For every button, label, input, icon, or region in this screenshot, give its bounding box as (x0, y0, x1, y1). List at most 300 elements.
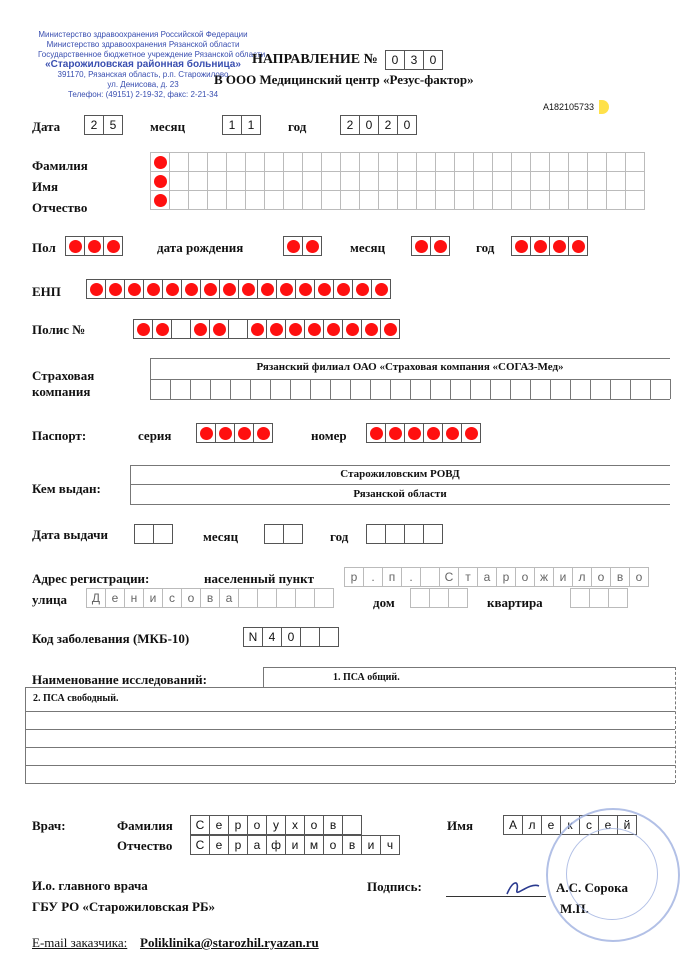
issue-date-cell[interactable] (264, 524, 284, 544)
doctor-patronymic-cell[interactable]: м (304, 835, 324, 855)
redaction-dot (154, 194, 167, 207)
enp-cells (86, 279, 391, 299)
redaction-dot (280, 283, 293, 296)
insurer-label: Страховая (32, 368, 95, 383)
doctor-name-label: Имя (447, 818, 473, 833)
name-cell[interactable] (416, 171, 436, 191)
redaction-dot (289, 323, 302, 336)
policy-cell[interactable] (323, 319, 343, 339)
street-label: улица (32, 592, 67, 607)
doctor-patronymic-cell[interactable]: о (323, 835, 343, 855)
street-cell[interactable]: с (162, 588, 182, 608)
settlement-cells (344, 567, 649, 587)
icd-cell[interactable] (300, 627, 320, 647)
icd-cell[interactable]: 0 (281, 627, 301, 647)
name-cell[interactable] (416, 152, 436, 172)
policy-cell[interactable] (380, 319, 400, 339)
birth-cell[interactable] (568, 236, 588, 256)
name-cell[interactable] (321, 171, 341, 191)
redaction-dot (200, 427, 213, 440)
name-cell[interactable] (435, 171, 455, 191)
settlement-cell[interactable]: . (401, 567, 421, 587)
policy-cell[interactable] (304, 319, 324, 339)
name-cell[interactable] (226, 152, 246, 172)
insurer-value: Рязанский филиал ОАО «Страховая компания «СОГАЗ-Мед» (256, 361, 564, 373)
street-cell[interactable]: а (219, 588, 239, 608)
name-cell[interactable] (169, 190, 189, 210)
doctor-surname-cell[interactable]: х (285, 815, 305, 835)
settlement-cell[interactable]: о (515, 567, 535, 587)
passport-label: Паспорт: (32, 428, 87, 443)
policy-label: Полис № (32, 322, 86, 337)
redaction-dot (415, 240, 428, 253)
doctor-surname-cell[interactable]: С (190, 815, 210, 835)
name-cell[interactable] (378, 171, 398, 191)
name-cell[interactable] (473, 152, 493, 172)
name-cell[interactable] (511, 171, 531, 191)
settlement-cell[interactable]: р (496, 567, 516, 587)
doctor-name-cell[interactable]: й (617, 815, 637, 835)
doctor-name-cell[interactable]: с (579, 815, 599, 835)
policy-cell[interactable] (247, 319, 267, 339)
redaction-dot (572, 240, 585, 253)
doctor-patronymic-cell[interactable]: е (209, 835, 229, 855)
name-cell[interactable] (530, 152, 550, 172)
issue-date-cell[interactable] (283, 524, 303, 544)
settlement-cell[interactable]: о (629, 567, 649, 587)
name-cell[interactable] (397, 171, 417, 191)
enp-cell[interactable] (200, 279, 220, 299)
chief-org: ГБУ РО «Старожиловская РБ» (32, 899, 216, 914)
name-cell[interactable] (264, 152, 284, 172)
birth-cell[interactable] (549, 236, 569, 256)
settlement-cell[interactable]: т (458, 567, 478, 587)
date-month (222, 115, 261, 135)
policy-cell[interactable] (228, 319, 248, 339)
street-cell[interactable] (314, 588, 334, 608)
doctor-surname-cell[interactable] (342, 815, 362, 835)
issue-date-cell[interactable] (385, 524, 405, 544)
name-cell[interactable] (473, 190, 493, 210)
street-cell[interactable] (276, 588, 296, 608)
passport-cell[interactable] (385, 423, 405, 443)
birth-cell[interactable] (530, 236, 550, 256)
name-cell[interactable] (378, 152, 398, 172)
redaction-dot (308, 323, 321, 336)
sex-cell[interactable] (103, 236, 123, 256)
house-cells (410, 588, 468, 608)
name-cell[interactable] (606, 190, 626, 210)
name-cell[interactable] (587, 190, 607, 210)
name-cell[interactable] (435, 152, 455, 172)
passport-number-label: номер (311, 428, 347, 443)
name-cell[interactable] (530, 171, 550, 191)
date-cell[interactable]: 2 (84, 115, 104, 135)
signature-mark (503, 876, 543, 900)
issue-month-label: месяц (203, 529, 239, 544)
enp-cell[interactable] (314, 279, 334, 299)
redaction-dot (365, 323, 378, 336)
date-cell[interactable]: 0 (359, 115, 379, 135)
number-cell[interactable]: 3 (404, 50, 424, 70)
stamp-line: Министерство здравоохранения Рязанской области (46, 40, 240, 49)
redaction-dot (147, 283, 160, 296)
name-cell[interactable] (283, 171, 303, 191)
name-cell[interactable] (397, 152, 417, 172)
redaction-dot (553, 240, 566, 253)
settlement-cell[interactable]: . (363, 567, 383, 587)
enp-cell[interactable] (143, 279, 163, 299)
issue-date-cell[interactable] (366, 524, 386, 544)
name-cell[interactable] (321, 190, 341, 210)
redaction-dot (156, 323, 169, 336)
passport-cell[interactable] (423, 423, 443, 443)
number-cell[interactable]: 0 (423, 50, 443, 70)
name-cell[interactable] (264, 171, 284, 191)
document-title: НАПРАВЛЕНИЕ № (252, 52, 378, 67)
seal-place: М.П. (560, 901, 589, 916)
name-cell[interactable] (549, 152, 569, 172)
document-number (385, 50, 443, 70)
name-cell[interactable] (511, 190, 531, 210)
issued-by-line1: Старожиловским РОВД (340, 468, 460, 480)
redaction-dot (194, 323, 207, 336)
redaction-dot (446, 427, 459, 440)
doctor-surname-cell[interactable]: е (209, 815, 229, 835)
doctor-name-cell[interactable]: к (560, 815, 580, 835)
date-cell[interactable]: 1 (241, 115, 261, 135)
chief-title: И.о. главного врача (32, 878, 148, 893)
icd-cell[interactable]: N (243, 627, 263, 647)
date-cell[interactable]: 2 (378, 115, 398, 135)
street-cell[interactable]: е (105, 588, 125, 608)
sex-label: Пол (32, 240, 56, 255)
name-cell[interactable] (454, 171, 474, 191)
doctor-surname-label: Фамилия (117, 818, 173, 833)
flat-cell[interactable] (570, 588, 590, 608)
street-cell[interactable] (295, 588, 315, 608)
settlement-cell[interactable]: и (553, 567, 573, 587)
date-label: Дата (32, 119, 61, 134)
name-cell[interactable] (606, 152, 626, 172)
doctor-surname-cell[interactable]: р (228, 815, 248, 835)
number-cell[interactable]: 0 (385, 50, 405, 70)
doctor-patronymic-cell[interactable]: С (190, 835, 210, 855)
name-cell[interactable] (188, 152, 208, 172)
name-cell[interactable] (207, 171, 227, 191)
passport-series-cells (196, 423, 273, 443)
name-cell[interactable] (302, 152, 322, 172)
name-cell[interactable] (359, 152, 379, 172)
doctor-patronymic-label: Отчество (117, 838, 173, 853)
doctor-surname-cell[interactable]: в (323, 815, 343, 835)
doctor-patronymic-cell[interactable]: и (285, 835, 305, 855)
birth-cell[interactable] (302, 236, 322, 256)
name-cell[interactable] (359, 190, 379, 210)
birth-year-label: год (476, 240, 495, 255)
issued-by-box (130, 465, 670, 505)
settlement-cell[interactable] (420, 567, 440, 587)
name-cell[interactable] (454, 190, 474, 210)
email-label: E-mail заказчика: (32, 935, 128, 950)
name-cell[interactable] (283, 190, 303, 210)
name-cell[interactable] (454, 152, 474, 172)
settlement-cell[interactable]: в (610, 567, 630, 587)
issue-date-cell[interactable] (404, 524, 424, 544)
name-cell[interactable] (188, 190, 208, 210)
enp-cell[interactable] (105, 279, 125, 299)
barcode-id: A182105733 (543, 102, 595, 112)
name-cell[interactable] (245, 190, 265, 210)
redaction-dot (318, 283, 331, 296)
name-cell[interactable] (245, 152, 265, 172)
sex-cell[interactable] (65, 236, 85, 256)
name-cell[interactable] (416, 190, 436, 210)
street-cell[interactable]: Д (86, 588, 106, 608)
name-cell[interactable] (207, 152, 227, 172)
policy-cell[interactable] (171, 319, 191, 339)
enp-cell[interactable] (219, 279, 239, 299)
name-cell[interactable] (587, 152, 607, 172)
doctor-patronymic-cell[interactable]: в (342, 835, 362, 855)
redaction-dot (154, 156, 167, 169)
doctor-patronymic-cell[interactable]: ч (380, 835, 400, 855)
policy-cell[interactable] (152, 319, 172, 339)
redaction-dot (185, 283, 198, 296)
redaction-dot (515, 240, 528, 253)
name-cell[interactable] (340, 152, 360, 172)
enp-cell[interactable] (276, 279, 296, 299)
name-cell[interactable] (321, 152, 341, 172)
icd-cells (243, 627, 339, 647)
stamp-line: ул. Денисова, д. 23 (107, 80, 179, 89)
redaction-dot (299, 283, 312, 296)
yellow-marker-icon (599, 100, 609, 114)
policy-cell[interactable] (190, 319, 210, 339)
name-cell[interactable] (340, 171, 360, 191)
passport-cell[interactable] (442, 423, 462, 443)
name-cell[interactable] (568, 190, 588, 210)
passport-cell[interactable] (253, 423, 273, 443)
doctor-name-cell[interactable]: А (503, 815, 523, 835)
redaction-dot (408, 427, 421, 440)
redaction-dot (204, 283, 217, 296)
name-cell[interactable] (150, 171, 170, 191)
passport-cell[interactable] (196, 423, 216, 443)
settlement-cell[interactable]: л (572, 567, 592, 587)
name-cell[interactable] (587, 171, 607, 191)
house-cell[interactable] (429, 588, 449, 608)
name-cell[interactable] (625, 190, 645, 210)
birth-cell[interactable] (511, 236, 531, 256)
enp-cell[interactable] (295, 279, 315, 299)
name-cell[interactable] (226, 171, 246, 191)
name-cell[interactable] (264, 190, 284, 210)
passport-cell[interactable] (461, 423, 481, 443)
issue-date-cell[interactable] (134, 524, 154, 544)
issue-day-cells (134, 524, 173, 544)
settlement-cell[interactable]: о (591, 567, 611, 587)
doctor-surname-cell[interactable]: у (266, 815, 286, 835)
name-cell[interactable] (625, 171, 645, 191)
stamp-line: Министерство здравоохранения Российской Федерации (38, 30, 248, 39)
doctor-patronymic-cell[interactable]: и (361, 835, 381, 855)
date-cell[interactable]: 5 (103, 115, 123, 135)
redaction-dot (238, 427, 251, 440)
stamp-line: 391170, Рязанская область, р.п. Старожилово (57, 70, 229, 79)
insurer-box (150, 358, 670, 400)
date-year (340, 115, 417, 135)
settlement-cell[interactable]: С (439, 567, 459, 587)
enp-cell[interactable] (238, 279, 258, 299)
birth-cell[interactable] (411, 236, 431, 256)
name-cell[interactable] (492, 190, 512, 210)
policy-cell[interactable] (361, 319, 381, 339)
name-cell[interactable] (207, 190, 227, 210)
name-cell[interactable] (150, 190, 170, 210)
name-cell[interactable] (492, 152, 512, 172)
name-cell[interactable] (568, 171, 588, 191)
doctor-name-cell[interactable]: е (541, 815, 561, 835)
address-label: Адрес регистрации: (32, 571, 150, 586)
name-cell[interactable] (340, 190, 360, 210)
stamp-line: Телефон: (49151) 2-19-32, факс: 2-21-34 (67, 90, 219, 99)
redaction-dot (375, 283, 388, 296)
name-cell[interactable] (226, 190, 246, 210)
date-cell[interactable]: 1 (222, 115, 242, 135)
doctor-name-cell[interactable]: е (598, 815, 618, 835)
street-cell[interactable]: в (200, 588, 220, 608)
house-cell[interactable] (448, 588, 468, 608)
name-cell[interactable] (549, 190, 569, 210)
name-cell[interactable] (188, 171, 208, 191)
birth-cell[interactable] (430, 236, 450, 256)
enp-cell[interactable] (371, 279, 391, 299)
name-cell[interactable] (568, 152, 588, 172)
redaction-dot (287, 240, 300, 253)
policy-cell[interactable] (209, 319, 229, 339)
email-value[interactable]: Poliklinika@starozhil.ryazan.ru (140, 935, 319, 950)
name-cell[interactable] (150, 152, 170, 172)
birth-date-label: дата рождения (157, 240, 244, 255)
doctor-surname-cell[interactable]: о (247, 815, 267, 835)
policy-cell[interactable] (342, 319, 362, 339)
street-cell[interactable]: о (181, 588, 201, 608)
sex-cell[interactable] (84, 236, 104, 256)
redaction-dot (356, 283, 369, 296)
passport-cell[interactable] (234, 423, 254, 443)
name-cell[interactable] (359, 171, 379, 191)
birth-year-cells (511, 236, 588, 256)
icd-cell[interactable] (319, 627, 339, 647)
studies-label: Наименование исследований: (32, 672, 207, 687)
icd-label: Код заболевания (МКБ-10) (32, 631, 190, 646)
redaction-dot (69, 240, 82, 253)
redaction-dot (270, 323, 283, 336)
settlement-cell[interactable]: п (382, 567, 402, 587)
name-cell[interactable] (473, 171, 493, 191)
enp-cell[interactable] (124, 279, 144, 299)
doctor-name-cell[interactable]: л (522, 815, 542, 835)
flat-cells (570, 588, 628, 608)
doctor-patronymic-cell[interactable]: р (228, 835, 248, 855)
issue-date-cell[interactable] (423, 524, 443, 544)
settlement-cell[interactable]: а (477, 567, 497, 587)
name-cell[interactable] (283, 152, 303, 172)
name-cell[interactable] (549, 171, 569, 191)
enp-cell[interactable] (162, 279, 182, 299)
redaction-dot (327, 323, 340, 336)
street-cell[interactable]: н (124, 588, 144, 608)
doctor-patronymic-cell[interactable]: а (247, 835, 267, 855)
issue-date-cell[interactable] (153, 524, 173, 544)
issue-year-cells (366, 524, 443, 544)
name-cell[interactable] (245, 171, 265, 191)
passport-series-label: серия (138, 428, 172, 443)
house-cell[interactable] (410, 588, 430, 608)
redaction-dot (427, 427, 440, 440)
date-year-label: год (288, 119, 307, 134)
street-cell[interactable] (238, 588, 258, 608)
name-cell[interactable] (169, 152, 189, 172)
name-cell[interactable] (302, 190, 322, 210)
name-cell[interactable] (378, 190, 398, 210)
birth-cell[interactable] (283, 236, 303, 256)
doctor-surname-cells (190, 815, 362, 835)
name-cell[interactable] (606, 171, 626, 191)
passport-cell[interactable] (366, 423, 386, 443)
name-cell[interactable] (169, 171, 189, 191)
icd-cell[interactable]: 4 (262, 627, 282, 647)
doctor-surname-cell[interactable]: о (304, 815, 324, 835)
birth-month-cells (411, 236, 450, 256)
enp-cell[interactable] (257, 279, 277, 299)
enp-cell[interactable] (352, 279, 372, 299)
hospital-stamp (38, 30, 266, 100)
policy-cell[interactable] (133, 319, 153, 339)
redaction-dot (251, 323, 264, 336)
flat-cell[interactable] (608, 588, 628, 608)
name-cell[interactable] (302, 171, 322, 191)
settlement-cell[interactable]: ж (534, 567, 554, 587)
redaction-dot (219, 427, 232, 440)
settlement-cell[interactable]: р (344, 567, 364, 587)
name-cell[interactable] (511, 152, 531, 172)
flat-cell[interactable] (589, 588, 609, 608)
redaction-dot (107, 240, 120, 253)
enp-cell[interactable] (181, 279, 201, 299)
street-cell[interactable] (257, 588, 277, 608)
birth-day-cells (283, 236, 322, 256)
enp-cell[interactable] (333, 279, 353, 299)
date-cell[interactable]: 2 (340, 115, 360, 135)
date-cell[interactable]: 0 (397, 115, 417, 135)
name-cell[interactable] (625, 152, 645, 172)
policy-cell[interactable] (266, 319, 286, 339)
passport-cell[interactable] (215, 423, 235, 443)
passport-cell[interactable] (404, 423, 424, 443)
surname-label: Фамилия (32, 158, 88, 173)
name-cell[interactable] (397, 190, 417, 210)
doctor-patronymic-cell[interactable]: ф (266, 835, 286, 855)
street-cell[interactable]: и (143, 588, 163, 608)
enp-cell[interactable] (86, 279, 106, 299)
name-cell[interactable] (492, 171, 512, 191)
issue-date-label: Дата выдачи (32, 527, 108, 542)
policy-cell[interactable] (285, 319, 305, 339)
name-cell[interactable] (530, 190, 550, 210)
name-cell[interactable] (435, 190, 455, 210)
